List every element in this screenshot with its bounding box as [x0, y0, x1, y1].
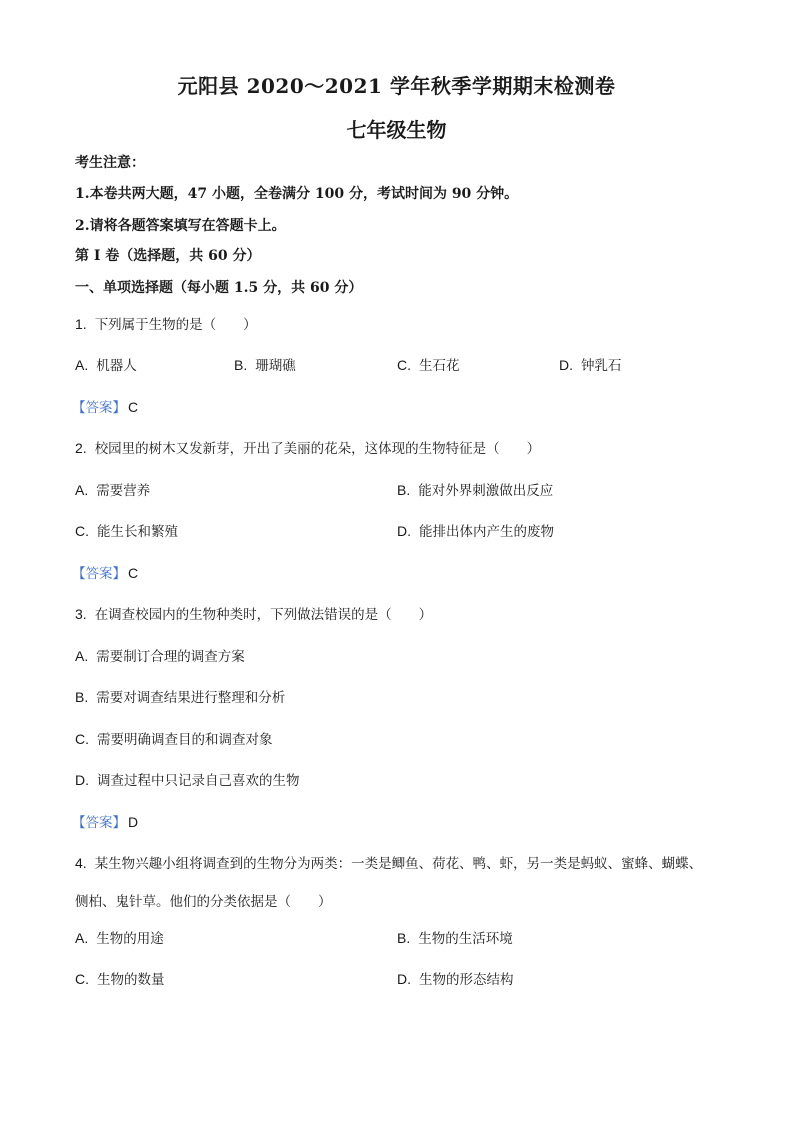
option-label: D.: [397, 523, 411, 539]
option-text: 珊瑚礁: [255, 358, 296, 374]
section-heading: 一、单项选择题（每小题 1.5 分，共 60 分）: [75, 280, 363, 296]
option-label: C.: [397, 357, 411, 373]
q2-answer: [72, 562, 138, 582]
question-stem-continued: 侧柏、鬼针草。他们的分类依据是（ ）: [75, 894, 332, 910]
q3-option-b: [75, 686, 285, 706]
option-text: 生物的数量: [97, 972, 165, 988]
option-text: 能生长和繁殖: [97, 524, 178, 540]
q3-option-a: [75, 645, 245, 665]
option-text: 生石花: [419, 358, 460, 374]
q4-option-c: [75, 968, 165, 988]
option-label: C.: [75, 971, 89, 987]
option-text: 钟乳石: [581, 358, 622, 374]
option-label: C.: [75, 523, 89, 539]
question-1: [75, 313, 257, 333]
answer-value: C: [128, 399, 139, 415]
q1-option-c: [397, 354, 460, 374]
q2-option-b: [397, 479, 553, 499]
notice-line-2: 2.请将各题答案填写在答题卡上。: [75, 218, 286, 234]
part-heading: 第 I 卷（选择题，共 60 分）: [75, 248, 261, 264]
answer-value: C: [128, 565, 139, 581]
q4-option-b: [397, 927, 513, 947]
option-text: 调查过程中只记录自己喜欢的生物: [97, 773, 300, 789]
option-label: B.: [397, 482, 411, 498]
option-text: 机器人: [96, 358, 137, 374]
question-stem: 校园里的树木又发新芽，开出了美丽的花朵，这体现的生物特征是（ ）: [94, 441, 541, 457]
option-label: B.: [75, 689, 89, 705]
q3-answer: [72, 811, 138, 831]
q2-option-d: [397, 520, 554, 540]
option-text: 生物的生活环境: [418, 931, 513, 947]
option-text: 能排出体内产生的废物: [419, 524, 554, 540]
q2-option-c: [75, 520, 178, 540]
q3-option-d: [75, 769, 300, 789]
option-label: D.: [559, 357, 573, 373]
question-2: [75, 437, 540, 457]
option-label: D.: [397, 971, 411, 987]
option-text: 能对外界刺激做出反应: [418, 483, 554, 499]
option-label: C.: [75, 731, 89, 747]
question-stem: 在调查校园内的生物种类时，下列做法错误的是（ ）: [94, 607, 433, 623]
q3-option-c: [75, 728, 273, 748]
option-text: 需要制订合理的调查方案: [96, 649, 245, 665]
exam-subtitle: 七年级生物: [346, 118, 447, 142]
q1-option-d: [559, 354, 622, 374]
q1-answer: [72, 396, 138, 416]
option-text: 需要明确调查目的和调查对象: [97, 732, 273, 748]
answer-tag: 【答案】: [72, 400, 126, 416]
option-label: B.: [397, 930, 411, 946]
option-text: 需要营养: [96, 483, 151, 499]
question-number: 2.: [75, 440, 87, 456]
option-text: 需要对调查结果进行整理和分析: [96, 690, 286, 706]
exam-title: 元阳县 2020～2021 学年秋季学期期末检测卷: [177, 74, 616, 98]
question-number: 3.: [75, 606, 87, 622]
question-number: 4.: [75, 855, 87, 871]
q2-option-a: [75, 479, 150, 499]
question-number: 1.: [75, 316, 87, 332]
question-4: [75, 852, 702, 872]
answer-tag: 【答案】: [72, 566, 126, 582]
question-4-continued: [75, 890, 332, 910]
option-text: 生物的用途: [96, 931, 164, 947]
q4-option-a: [75, 927, 164, 947]
option-label: D.: [75, 772, 89, 788]
option-label: A.: [75, 930, 89, 946]
question-stem: 下列属于生物的是（ ）: [94, 317, 257, 333]
answer-tag: 【答案】: [72, 815, 126, 831]
question-stem: 某生物兴趣小组将调查到的生物分为两类：一类是鲫鱼、荷花、鸭、虾，另一类是蚂蚁、蜜蜂、蝴蝶、: [94, 856, 703, 872]
option-label: A.: [75, 357, 89, 373]
answer-value: D: [128, 814, 139, 830]
q1-option-a: [75, 354, 137, 374]
notice-heading: 考生注意：: [75, 155, 145, 171]
option-text: 生物的形态结构: [419, 972, 514, 988]
option-label: B.: [234, 357, 248, 373]
option-label: A.: [75, 648, 89, 664]
question-3: [75, 603, 432, 623]
q4-option-d: [397, 968, 514, 988]
q1-option-b: [234, 354, 296, 374]
notice-line-1: 1.本卷共两大题，47 小题，全卷满分 100 分，考试时间为 90 分钟。: [75, 186, 519, 202]
option-label: A.: [75, 482, 89, 498]
